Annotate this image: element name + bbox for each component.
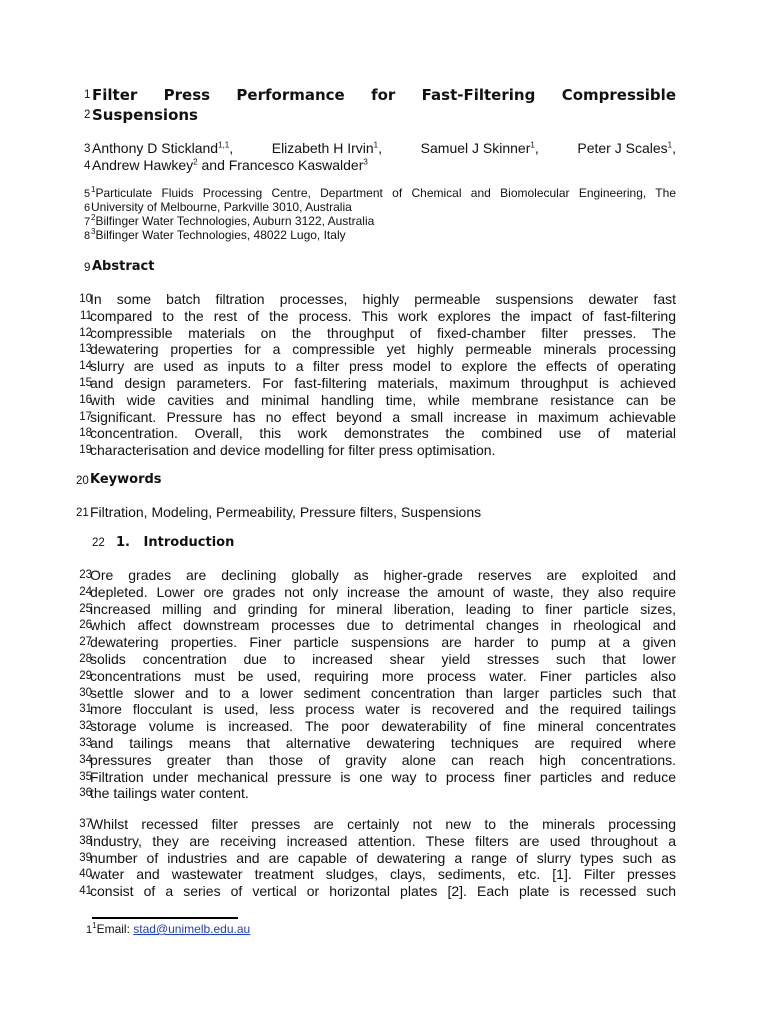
author: Elizabeth H Irvin$^1$, — [271, 140, 383, 156]
introduction-heading: 1. Introduction — [116, 535, 235, 550]
title-word: Fast-Filtering — [421, 86, 536, 104]
line-text: and tailings means that alternative dewatering techniques are required where — [90, 735, 676, 751]
line-text: concentrations must be used, requiring more process water. Finer particles also — [90, 667, 676, 684]
line-number: 12 — [79, 326, 92, 339]
line-number: 3 — [84, 143, 91, 155]
affiliation-line — [84, 186, 676, 201]
line-number: 9 — [84, 262, 91, 274]
footnote — [86, 922, 250, 936]
line-number: 38 — [79, 834, 92, 847]
line-number: 32 — [79, 720, 92, 733]
author: Anthony D Stickland$^{1,1}$, — [92, 140, 234, 156]
text-line — [76, 567, 676, 584]
keywords-text: Filtration, Modeling, Permeability, Pressure filters, Suspensions — [90, 504, 482, 520]
text-line — [76, 685, 676, 702]
line-text: storage volume is increased. The poor dewaterability of fine mineral concentrates — [90, 718, 676, 735]
text-line — [76, 735, 676, 752]
author: Samuel J Skinner$^1$, — [420, 140, 539, 156]
email-link[interactable]: stad@unimelb.edu.au — [133, 922, 251, 936]
line-number: 2 — [84, 109, 91, 121]
affiliation-mark: 2 — [193, 157, 198, 167]
line-text: depleted. Lower ore grades not only increase the amount of waste, they also require — [90, 583, 676, 600]
author-names — [92, 157, 368, 173]
author-name: Peter J Scales — [577, 140, 668, 156]
text-line — [76, 668, 676, 685]
footnote-label: Email: — [96, 922, 134, 936]
affiliation-mark: 3 — [91, 227, 96, 236]
footnote-rule — [92, 917, 238, 919]
line-text: dewatering properties for a compressible yet highly permeable minerals processing — [90, 341, 676, 358]
title-word: for — [371, 86, 396, 104]
author-name: Samuel J Skinner — [420, 140, 531, 156]
affiliation-mark: 1 — [91, 185, 96, 194]
line-text: compared to the rest of the process. This work explores the impact of fast-filtering — [90, 307, 676, 324]
author-name: Anthony D Stickland — [92, 140, 219, 156]
authors-line-3 — [84, 140, 676, 158]
line-number: 33 — [79, 737, 92, 749]
line-number: 4 — [84, 160, 91, 172]
line-number: 24 — [79, 585, 92, 598]
line-text: pressures greater than those of gravity alone can reach high concentrations. — [90, 751, 676, 768]
line-number: 19 — [79, 444, 92, 457]
line-number: 1 — [84, 89, 91, 101]
line-text: which affect downstream processes due to detrimental changes in rheological and — [90, 617, 676, 634]
line-text: settle slower and to a lower sediment concentration than larger particles such that — [90, 684, 676, 701]
text-line — [76, 701, 676, 718]
line-number: 10 — [79, 293, 92, 305]
affiliation-text: University of Melbourne, Parkville 3010, Australia — [91, 200, 352, 214]
author-name: and Francesco Kaswalder — [197, 157, 364, 173]
title-word: Filter — [92, 86, 138, 104]
text-line — [76, 634, 676, 651]
title-line-1 — [84, 86, 676, 106]
line-number: 13 — [79, 343, 92, 356]
author-name: Elizabeth H Irvin — [271, 140, 374, 156]
line-text: slurry are used as inputs to a filter press model to explore the effects of operating — [90, 358, 676, 375]
text-line — [76, 718, 676, 735]
line-text: dewatering properties. Finer particle suspensions are harder to pump at a given — [90, 634, 676, 651]
title-line-2 — [84, 106, 676, 126]
text-line — [76, 651, 676, 668]
line-text: characterisation and device modelling for filter press optimisation. — [90, 442, 496, 459]
text-line — [76, 816, 676, 833]
line-number: 26 — [79, 619, 92, 632]
line-number: 11 — [80, 309, 92, 322]
affiliation-mark: 1 — [373, 140, 379, 150]
line-number: 27 — [79, 636, 92, 649]
line-text: Filtration under mechanical pressure is one way to process finer particles and reduce — [90, 768, 676, 785]
line-text: industry, they are receiving increased attention. These filters are used throughout a — [90, 832, 676, 849]
title-word: Press — [163, 86, 211, 104]
text-line — [76, 883, 676, 900]
affiliation-text: Particulate Fluids Processing Centre, Department of Chemical and Biomolecular Engineering, The — [95, 186, 676, 200]
line-number: 40 — [79, 868, 92, 881]
affiliation-mark: 1 — [530, 140, 535, 150]
line-text: and design parameters. For fast-filtering materials, maximum throughput is achieved — [90, 375, 676, 391]
line-number: 25 — [79, 602, 92, 615]
line-number: 15 — [79, 377, 92, 389]
line-text: Ore grades are declining globally as higher-grade reserves are exploited and — [90, 567, 676, 583]
text-line — [76, 752, 676, 769]
text-line — [76, 291, 676, 308]
text-line — [76, 308, 676, 325]
line-number: 7 — [84, 216, 91, 228]
text-line — [76, 866, 676, 883]
line-number: 28 — [79, 653, 92, 665]
line-text: concentration. Overall, this work demonstrates the combined use of material — [90, 425, 676, 442]
text-line — [76, 375, 676, 392]
text-line — [76, 617, 676, 634]
line-number: 36 — [79, 787, 92, 800]
line-number: 23 — [79, 569, 92, 581]
text-line — [76, 442, 676, 459]
line-number: 30 — [79, 686, 92, 699]
line-number: 39 — [79, 851, 92, 864]
line-number: 21 — [76, 507, 89, 519]
keywords-heading: Keywords — [90, 472, 162, 487]
line-text: significant. Pressure has no effect beyond a small increase in maximum achievable — [90, 408, 676, 425]
line-number: 18 — [79, 427, 92, 440]
affiliation-mark: 2 — [91, 213, 96, 222]
affiliation-text: Bilfinger Water Technologies, Auburn 3122, Australia — [95, 214, 375, 228]
text-line — [76, 850, 676, 867]
line-text: Whilst recessed filter presses are certainly not new to the minerals processing — [90, 816, 676, 832]
text-line — [76, 425, 676, 442]
line-text: the tailings water content. — [90, 785, 249, 802]
title-word: Performance — [236, 86, 345, 104]
line-text: with wide cavities and minimal handling time, while membrane resistance can be — [90, 391, 676, 408]
line-number: 16 — [79, 393, 92, 406]
line-number: 1 — [86, 924, 93, 936]
line-number: 20 — [76, 475, 89, 487]
author: Peter J Scales$^1$, — [577, 140, 676, 156]
line-text: compressible materials on the throughput of fixed-chamber filter presses. The — [90, 324, 676, 341]
line-number: 31 — [79, 703, 92, 716]
line-number: 22 — [92, 537, 105, 549]
affiliation-mark: 1,1 — [218, 140, 230, 150]
line-number: 6 — [84, 202, 91, 214]
line-text: increased milling and grinding for mineral liberation, leading to finer particle sizes, — [90, 600, 676, 617]
abstract-heading: Abstract — [92, 259, 155, 274]
text-line — [76, 833, 676, 850]
line-text: water and wastewater treatment sludges, clays, sediments, etc. [1]. Filter presses — [90, 866, 676, 883]
author-name: Andrew Hawkey — [92, 157, 194, 173]
line-text: consist of a series of vertical or horizontal plates [2]. Each plate is recessed such — [90, 883, 676, 900]
text-line — [76, 325, 676, 342]
text-line — [76, 601, 676, 618]
line-text: more flocculant is used, less process water is recovered and the required tailings — [90, 701, 676, 718]
line-number: 34 — [79, 753, 92, 766]
line-number: 17 — [79, 410, 92, 423]
line-number: 37 — [79, 818, 92, 830]
line-text: number of industries and are capable of dewatering a range of slurry types such as — [90, 849, 676, 866]
text-line — [76, 409, 676, 426]
line-number: 35 — [79, 770, 92, 783]
title-word: Compressible — [561, 86, 676, 104]
line-number: 29 — [79, 669, 92, 682]
affiliation-line — [84, 200, 676, 215]
line-number: 41 — [79, 885, 92, 898]
affiliation-text: Bilfinger Water Technologies, 48022 Lugo, Italy — [95, 228, 346, 242]
affiliation-line — [84, 228, 676, 243]
authors-line-4 — [84, 157, 676, 175]
line-text: In some batch filtration processes, highly permeable suspensions dewater fast — [90, 291, 676, 307]
line-number: 8 — [84, 230, 91, 242]
text-line — [76, 584, 676, 601]
footnote-mark: 1 — [92, 921, 97, 930]
affiliation-mark: 1 — [667, 140, 673, 150]
text-line — [76, 358, 676, 375]
paper-title-cont: Suspensions — [92, 106, 198, 124]
text-line — [76, 341, 676, 358]
text-line — [76, 769, 676, 786]
line-number: 14 — [79, 360, 92, 373]
text-line — [76, 785, 676, 802]
line-number: 5 — [84, 188, 91, 200]
affiliation-mark: 3 — [363, 157, 368, 167]
text-line — [76, 392, 676, 409]
affiliation-line — [84, 214, 676, 229]
line-text: solids concentration due to increased shear yield stresses such that lower — [90, 651, 676, 667]
